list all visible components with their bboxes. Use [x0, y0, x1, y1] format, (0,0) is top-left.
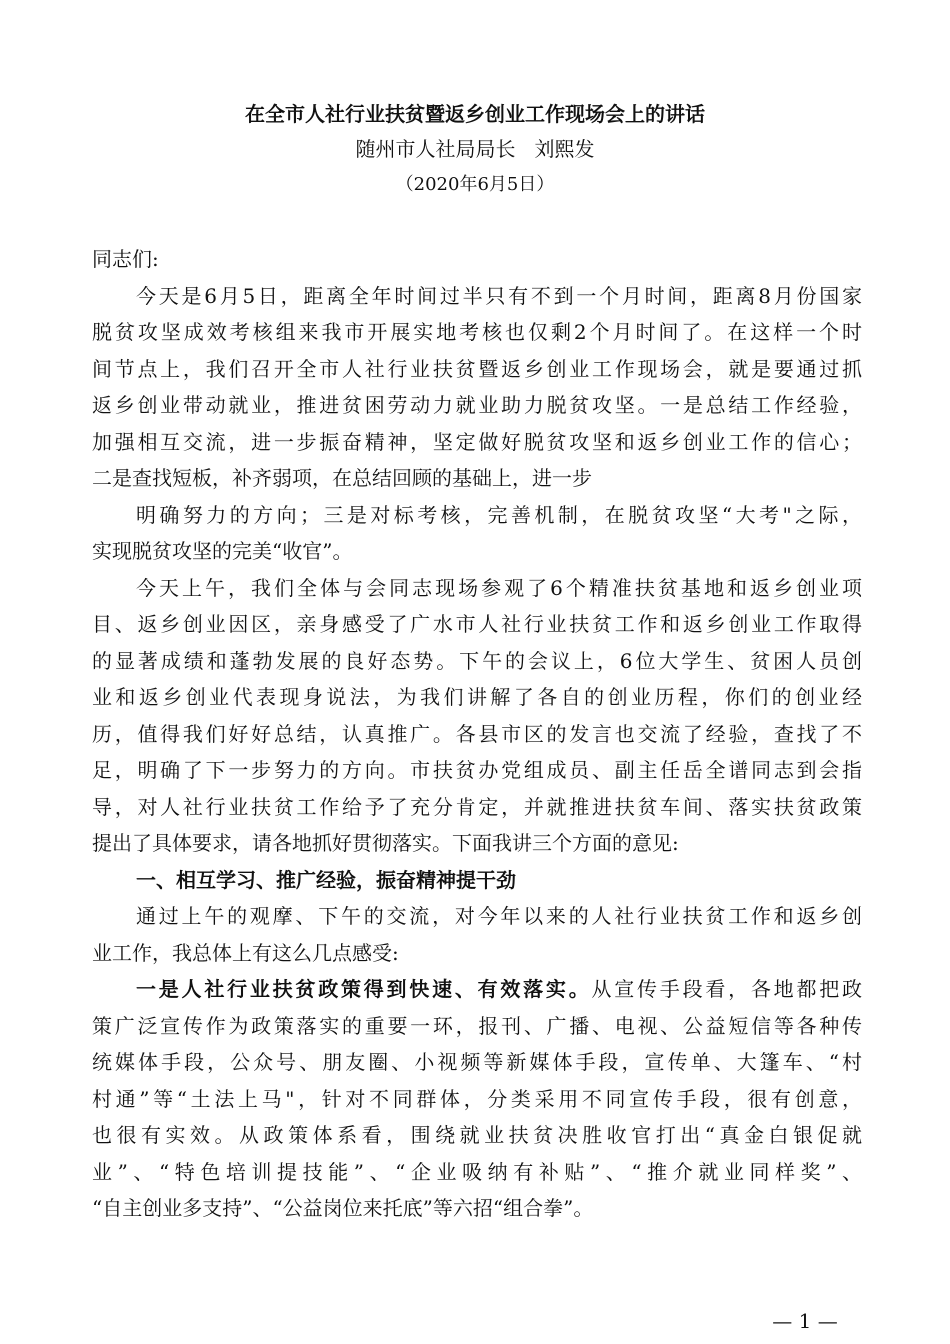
paragraph-line: 业”、“特色培训提技能”、“企业吸纳有补贴”、“推介就业同样奖”、 [92, 1159, 862, 1184]
salutation: 同志们: [92, 247, 159, 271]
document-author: 随州市人社局局长 刘熙发 [355, 137, 595, 161]
document-body [92, 241, 862, 1227]
paragraph-line: 的显著成绩和蓬勃发展的良好态势。下午的会议上，6位大学生、贫困人员创 [92, 648, 862, 673]
document-title: 在全市人社行业扶贫暨返乡创业工作现场会上的讲话 [245, 102, 705, 126]
paragraph-line: 通过上午的观摩、下午的交流，对今年以来的人社行业扶贫工作和返乡创 [136, 904, 862, 928]
paragraph-line: 加强相互交流，进一步振奋精神，坚定做好脱贫攻坚和返乡创业工作的信心； [92, 429, 862, 454]
paragraph-line: 今天是6月5日，距离全年时间过半只有不到一个月时间，距离8月份国家 [136, 283, 862, 308]
paragraph-line: 实现脱贫攻坚的完美“收官”。 [92, 539, 353, 563]
paragraph-text: 从宣传手段看，各地都把政 [591, 977, 863, 1001]
paragraph-line: 明确努力的方向；三是对标考核，完善机制，在脱贫攻坚“大考"之际， [136, 502, 862, 527]
paragraph-line: 足，明确了下一步努力的方向。市扶贫办党组成员、副主任岳全谱同志到会指 [92, 758, 862, 782]
paragraph-line: 也很有实效。从政策体系看，围绕就业扶贫决胜收官打出“真金白银促就 [92, 1123, 862, 1147]
paragraph-line: 导，对人社行业扶贫工作给予了充分肯定，并就推进扶贫车间、落实扶贫政策 [92, 794, 862, 819]
paragraph-line [92, 971, 862, 1008]
paragraph-line: 今天上午，我们全体与会同志现场参观了6个精准扶贫基地和返乡创业项 [136, 575, 862, 600]
paragraph-line: 业和返乡创业代表现身说法，为我们讲解了各自的创业历程，你们的创业经 [92, 685, 862, 709]
paragraph-line: 提出了具体要求，请各地抓好贯彻落实。下面我讲三个方面的意见: [92, 831, 679, 855]
paragraph-line: 间节点上，我们召开全市人社行业扶贫暨返乡创业工作现场会，就是要通过抓 [92, 356, 862, 381]
paragraph-line: 策广泛宣传作为政策落实的重要一环，报刊、广播、电视、公益短信等各种传 [92, 1013, 862, 1038]
paragraph-line: 返乡创业带动就业，推进贫困劳动力就业助力脱贫攻坚。一是总结工作经验， [92, 393, 862, 417]
paragraph-line: 目、返乡创业因区，亲身感受了广水市人社行业扶贫工作和返乡创业工作取得 [92, 612, 862, 636]
paragraph-line: “自主创业多支持”、“公益岗位来托底”等六招“组合拳”。 [92, 1196, 594, 1220]
paragraph-line: 脱贫攻坚成效考核组来我市开展实地考核也仅剩2个月时间了。在这样一个时 [92, 320, 862, 344]
paragraph-line: 统媒体手段，公众号、朋友圈、小视频等新媒体手段，宣传单、大篷车、“村 [92, 1050, 862, 1074]
paragraph-line: 历，值得我们好好总结，认真推广。各县市区的发言也交流了经验，查找了不 [92, 721, 862, 746]
page-number: — 1 — [772, 1309, 838, 1333]
paragraph-line: 二是查找短板，补齐弱项，在总结回顾的基础上，进一步 [92, 466, 592, 490]
emphasis-text: 一是人社行业扶贫政策得到快速、有效落实。 [136, 977, 592, 1001]
section-heading: 一、相互学习、推广经验，振奋精神提干劲 [136, 867, 516, 892]
paragraph-line: 村通”等“土法上马"，针对不同群体，分类采用不同宣传手段，很有创意， [92, 1086, 862, 1111]
paragraph-line: 业工作，我总体上有这么几点感受: [92, 940, 399, 965]
document-date: （2020年6月5日） [395, 174, 555, 195]
